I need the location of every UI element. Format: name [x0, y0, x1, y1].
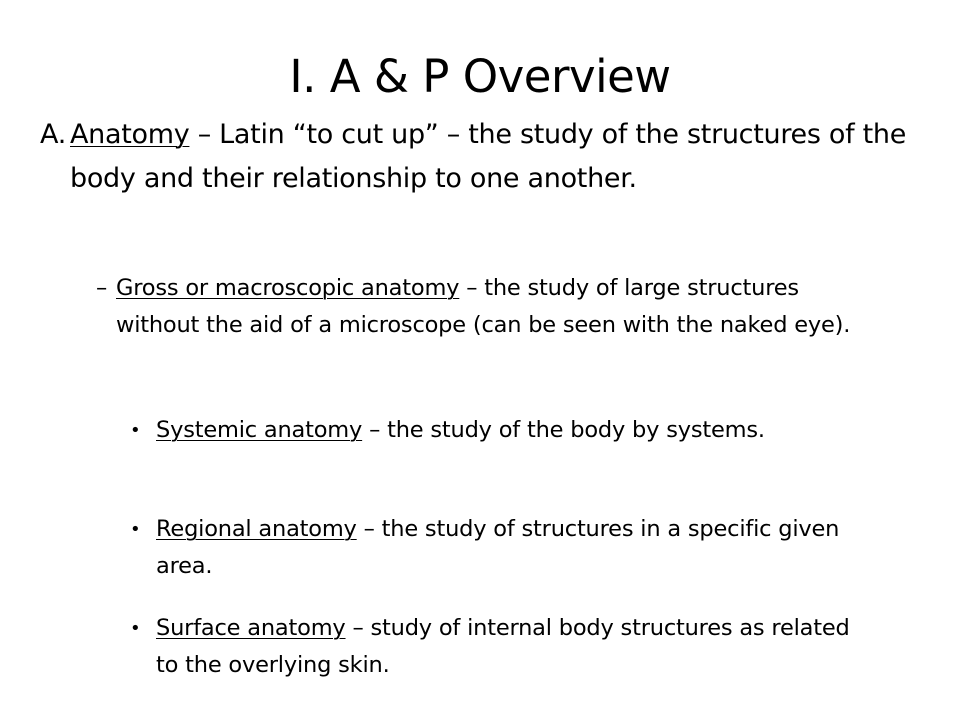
dash-marker: – [96, 275, 108, 301]
section-marker: A. [40, 119, 66, 150]
surface-anatomy-text [156, 610, 870, 684]
gross-anatomy-item [96, 270, 886, 344]
regional-anatomy-description: – the study of structures in a specific given area. [156, 516, 840, 579]
surface-anatomy-item [130, 610, 870, 684]
regional-anatomy-item [130, 511, 870, 585]
anatomy-term: Anatomy [70, 119, 190, 150]
bullet-icon: • [130, 519, 141, 540]
gross-anatomy-term: Gross or macroscopic anatomy [116, 275, 460, 301]
anatomy-description: – Latin “to cut up” – the study of the structures of the body and their relationship to one another. [70, 119, 907, 194]
regional-anatomy-term: Regional anatomy [156, 516, 357, 542]
anatomy-text [70, 113, 940, 201]
systemic-anatomy-text [156, 412, 870, 449]
bullet-icon: • [130, 420, 141, 441]
systemic-anatomy-item [130, 412, 870, 449]
anatomy-definition [40, 113, 940, 201]
surface-anatomy-term: Surface anatomy [156, 615, 346, 641]
regional-anatomy-text [156, 511, 870, 585]
gross-anatomy-text [116, 270, 886, 344]
systemic-anatomy-term: Systemic anatomy [156, 417, 363, 443]
surface-anatomy-description: – study of internal body structures as related to the overlying skin. [156, 615, 850, 678]
gross-anatomy-description: – the study of large structures without the aid of a microscope (can be seen with the naked eye). [116, 275, 851, 338]
bullet-icon: • [130, 618, 141, 639]
systemic-anatomy-description: – the study of the body by systems. [362, 417, 765, 443]
slide-title: I. A & P Overview [289, 50, 671, 103]
